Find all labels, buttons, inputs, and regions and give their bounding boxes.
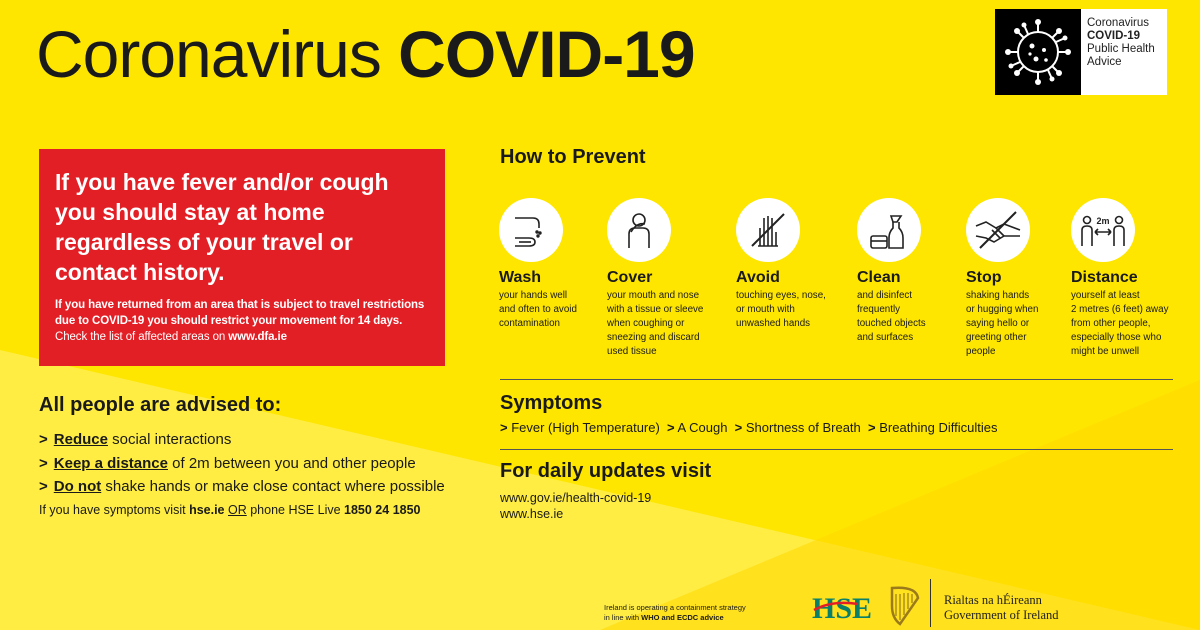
advice-item: > Do not shake hands or make close contact where possible [39,478,445,495]
svg-text:HSE: HSE [812,592,873,625]
symptoms-list: > Fever (High Temperature) > A Cough > Shortness of Breath > Breathing Difficulties [500,420,998,435]
harp-emblem-icon [886,584,922,628]
containment-note: Ireland is operating a containment strategy in line with WHO and ECDC advice [604,603,746,622]
symptoms-title: Symptoms [500,392,603,414]
updates-title: For daily updates visit [500,460,712,482]
hse-phone: 1850 24 1850 [344,503,421,517]
alert-check-line: Check the list of affected areas on www.dfa.ie [55,331,287,343]
logo-text: Coronavirus COVID-19 Public Health Advice [1087,17,1155,68]
public-health-logo [995,9,1167,95]
government-of-ireland: Rialtas na hÉireann Government of Ireland [944,593,1059,622]
page-title [36,14,695,94]
hse-contact-line: If you have symptoms visit hse.ie OR phone HSE Live 1850 24 1850 [39,503,421,517]
alert-travel-note: If you have returned from an area that is subject to travel restrictions due to COVID-19 you should restrict your movement for 14 days. [55,299,425,327]
divider [500,379,1173,380]
advice-item: > Keep a distance of 2m between you and other people [39,454,416,472]
no-touch-icon [736,198,800,262]
cough-cover-icon [607,198,671,262]
advice-item: > Reduce social interactions [39,431,232,448]
prevent-item-wash: Wash your hands well and often to avoid contamination [499,198,611,331]
advice-list [39,428,445,499]
virus-icon [995,9,1081,95]
prevent-item-stop: Stop shaking hands or hugging when saying hello or greeting other people [966,198,1078,359]
prevent-item-avoid: Avoid touching eyes, nose, or mouth with unwashed hands [736,198,848,331]
title-covid19: COVID-19 [398,17,695,91]
divider [500,449,1173,450]
distance-icon [1071,198,1135,262]
advice-title: All people are advised to: [39,394,282,416]
hse-logo [812,590,873,625]
updates-links [500,490,651,522]
title-coronavirus: Coronavirus [36,17,381,91]
prevent-item-cover: Cover your mouth and nose with a tissue or sleeve when coughing or sneezing and discard used tissue [607,198,719,359]
gov-link[interactable]: www.gov.ie/health-covid-19 [500,491,652,505]
distance-icon-text: 2m [1096,216,1110,226]
dfa-link[interactable]: www.dfa.ie [228,331,287,343]
spray-bottle-icon [857,198,921,262]
prevent-item-distance: 2m Distance yourself at least 2 metres (6 feet) away from other people, especially those who might be unwell [1071,198,1196,359]
hand-wash-icon [499,198,563,262]
prevent-title: How to Prevent [500,146,646,168]
hse-link[interactable]: hse.ie [189,503,225,517]
gov-divider [930,579,931,627]
stay-home-alert [39,149,445,366]
no-handshake-icon [966,198,1030,262]
prevent-item-clean: Clean and disinfect frequently touched objects and surfaces [857,198,969,345]
alert-headline: If you have fever and/or cough you should stay at home regardless of your travel or contact history. [55,169,389,285]
hse-site-link[interactable]: www.hse.ie [500,507,564,521]
